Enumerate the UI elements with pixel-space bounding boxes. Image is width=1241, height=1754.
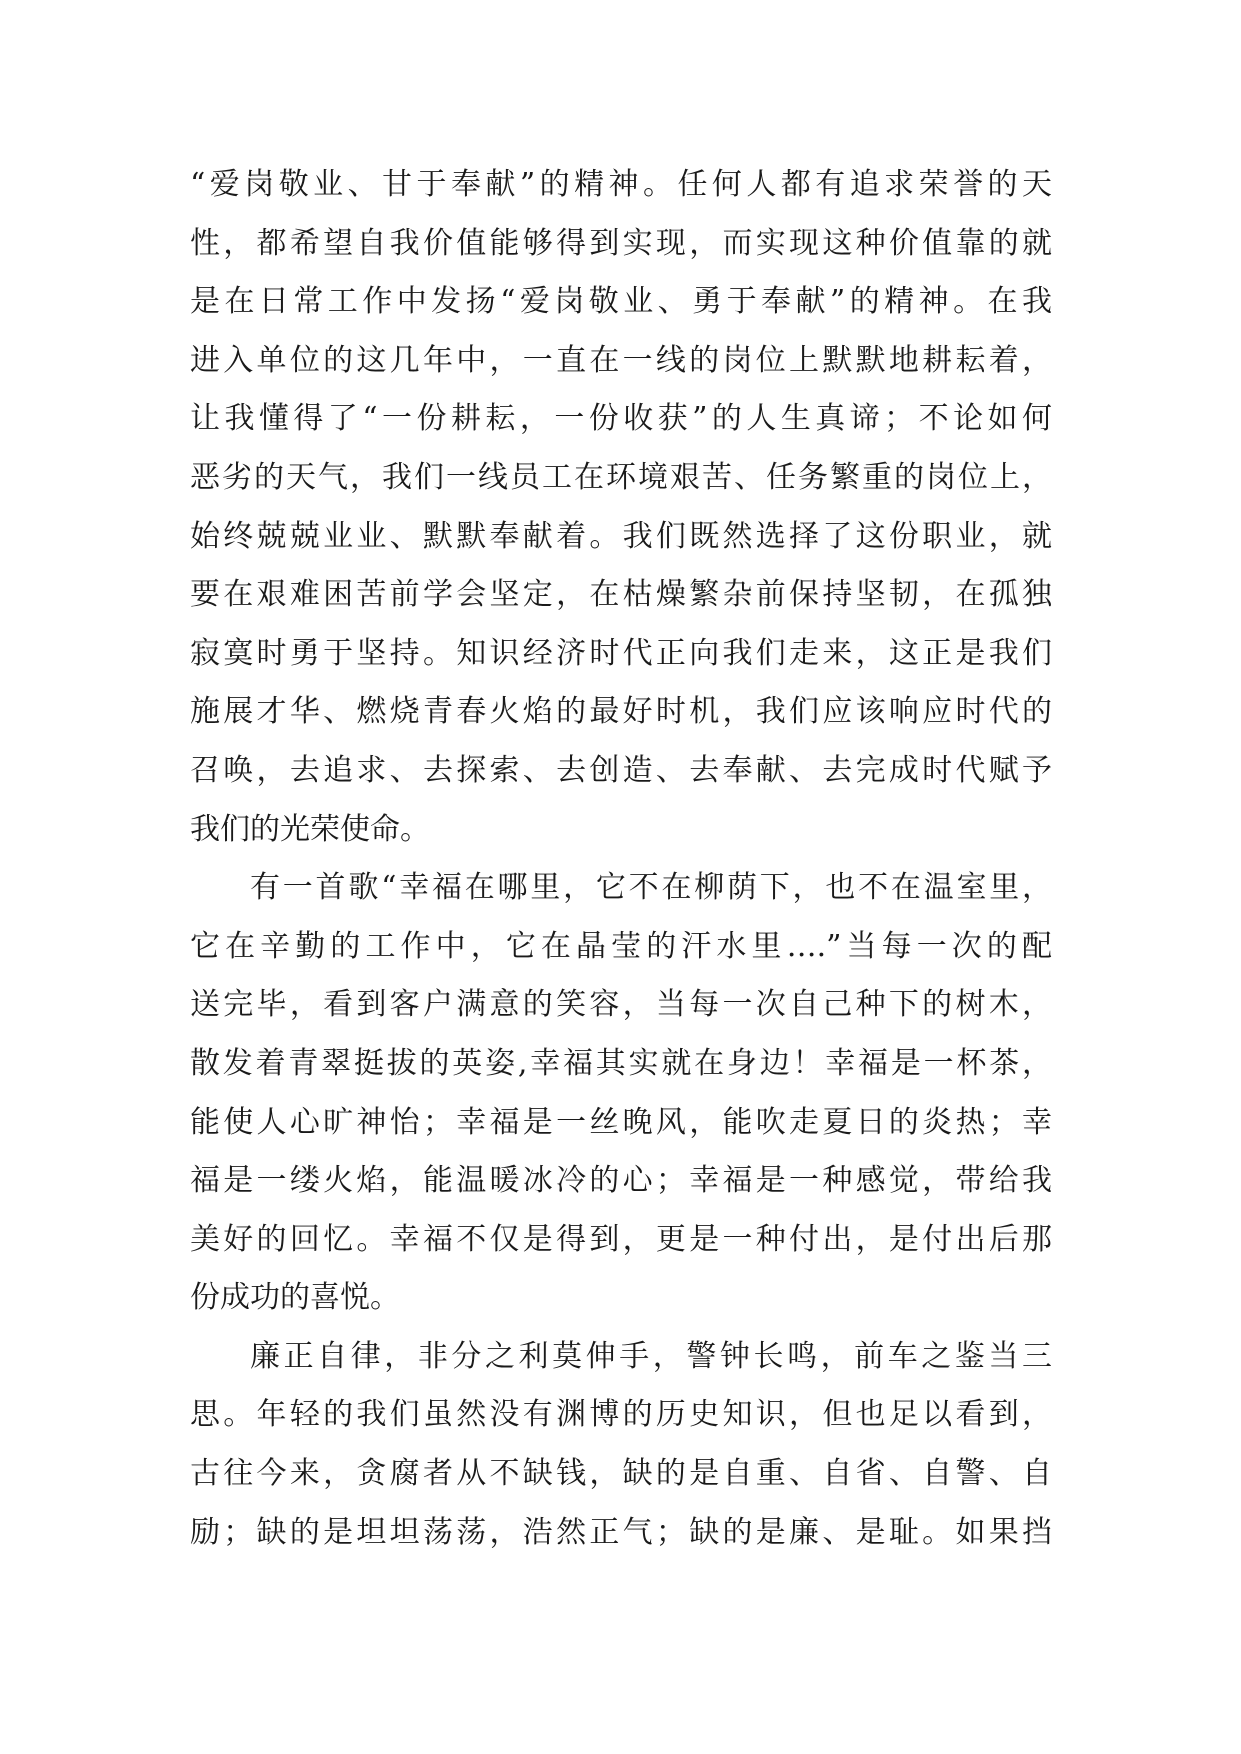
text-line: 它在辛勤的工作中，它在晶莹的汗水里….”当每一次的配: [190, 928, 1052, 964]
text-line: 让我懂得了“一份耕耘，一份收获”的人生真谛；不论如何: [190, 401, 1052, 437]
paragraph-3: [190, 1328, 1052, 1562]
text-line: 性，都希望自我价值能够得到实现，而实现这种价值靠的就: [190, 225, 1052, 261]
paragraph-1: [190, 156, 1052, 859]
text-line: 美好的回忆。幸福不仅是得到，更是一种付出，是付出后那: [190, 1221, 1052, 1257]
text-line: 思。年轻的我们虽然没有渊博的历史知识，但也足以看到，: [190, 1397, 1052, 1433]
text-line: 散发着青翠挺拔的英姿,幸福其实就在身边！幸福是一杯茶，: [190, 1045, 1052, 1081]
text-line: 送完毕，看到客户满意的笑容，当每一次自己种下的树木，: [190, 987, 1052, 1023]
document-body: [190, 156, 1052, 1562]
text-line: 进入单位的这几年中，一直在一线的岗位上默默地耕耘着，: [190, 342, 1052, 378]
text-line: 始终兢兢业业、默默奉献着。我们既然选择了这份职业，就: [190, 518, 1052, 554]
text-line: 要在艰难困苦前学会坚定，在枯燥繁杂前保持坚韧，在孤独: [190, 577, 1052, 613]
text-line: 福是一缕火焰，能温暖冰冷的心；幸福是一种感觉，带给我: [190, 1163, 1052, 1199]
text-line: 恶劣的天气，我们一线员工在环境艰苦、任务繁重的岗位上，: [190, 459, 1052, 495]
text-line: 能使人心旷神怡；幸福是一丝晚风，能吹走夏日的炎热；幸: [190, 1104, 1052, 1140]
text-line: “爱岗敬业、甘于奉献”的精神。任何人都有追求荣誉的天: [190, 167, 1052, 202]
text-line: 份成功的喜悦。: [190, 1280, 400, 1316]
text-line: 是在日常工作中发扬“爱岗敬业、勇于奉献”的精神。在我: [190, 284, 1052, 320]
paragraph-2: [190, 859, 1052, 1328]
text-line: 励；缺的是坦坦荡荡，浩然正气；缺的是廉、是耻。如果挡: [190, 1514, 1052, 1550]
text-line: 召唤，去追求、去探索、去创造、去奉献、去完成时代赋予: [190, 752, 1052, 788]
text-line: 有一首歌“幸福在哪里，它不在柳荫下，也不在温室里，: [250, 870, 1052, 906]
text-line: 廉正自律，非分之利莫伸手，警钟长鸣，前车之鉴当三: [250, 1338, 1052, 1374]
text-line: 寂寞时勇于坚持。知识经济时代正向我们走来，这正是我们: [190, 635, 1052, 671]
text-line: 我们的光荣使命。: [190, 811, 430, 847]
text-line: 古往今来，贪腐者从不缺钱，缺的是自重、自省、自警、自: [190, 1456, 1052, 1492]
text-line: 施展才华、燃烧青春火焰的最好时机，我们应该响应时代的: [190, 694, 1052, 730]
